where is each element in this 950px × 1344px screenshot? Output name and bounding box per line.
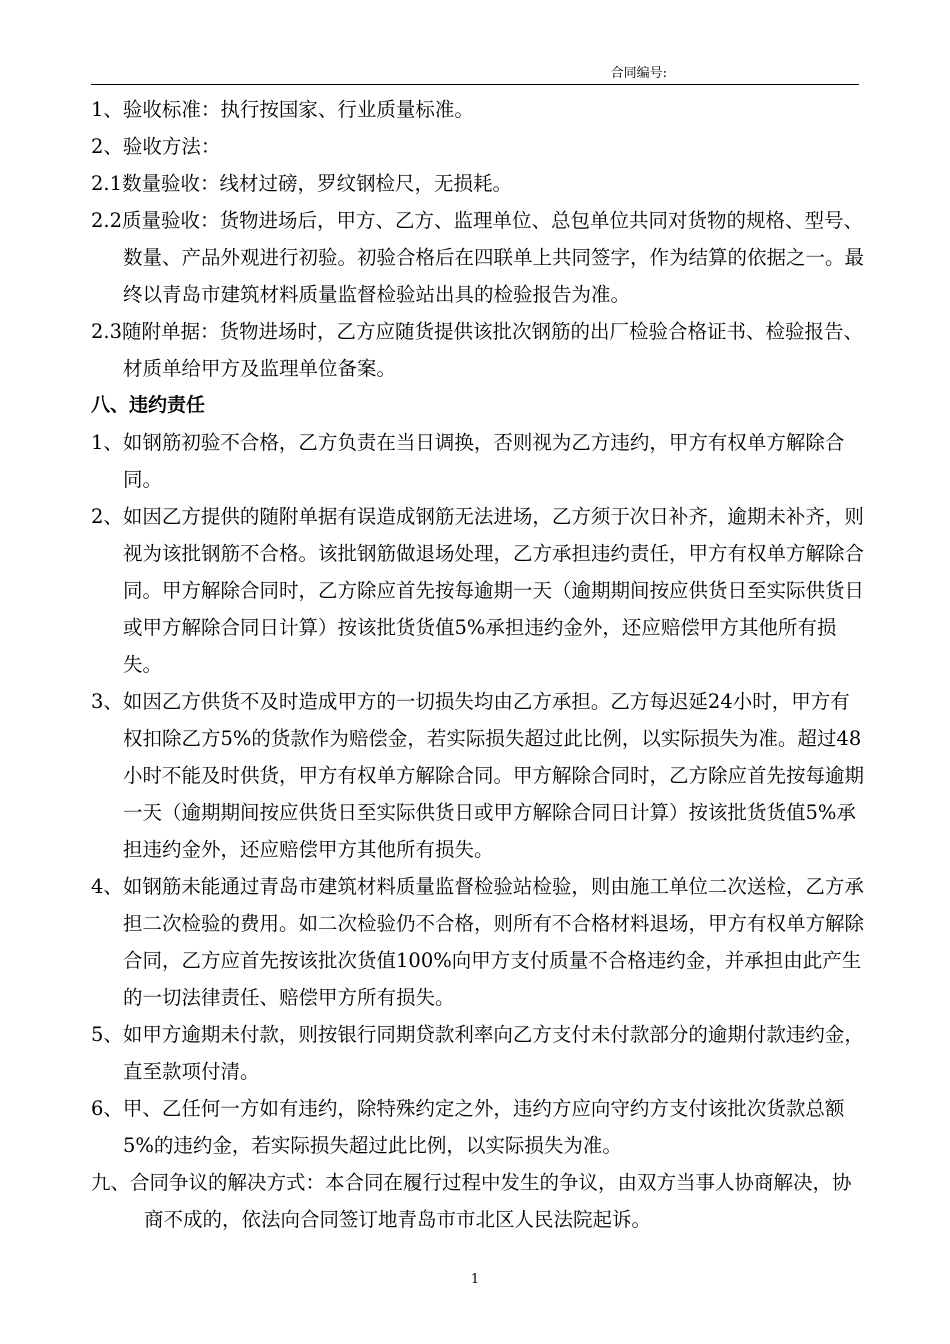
page-header bbox=[91, 66, 859, 85]
liability-clause-1: 1、如钢筋初验不合格，乙方负责在当日调换，否则视为乙方违约，甲方有权单方解除合同。 bbox=[91, 431, 845, 491]
accompanying-documents: 2.3随附单据：货物进场时，乙方应随货提供该批次钢筋的出厂检验合格证书、检验报告、材质单给甲方及监理单位备案。 bbox=[91, 320, 864, 380]
liability-clause-3: 3、如因乙方供货不及时造成甲方的一切损失均由乙方承担。乙方每迟延24小时，甲方有权扣除乙方5%的货款作为赔偿金，若实际损失超过此比例，以实际损失为准。超过48小时不能及时供货，甲方有权单方解除合同。甲方解除合同时，乙方除应首先按每逾期一天（逾期期间按应供货日至实际供货日或甲方解除合同日计算）按该批货货值5%承担违约金外，还应赔偿甲方其他所有损失。 bbox=[91, 690, 865, 861]
section-heading-liability: 八、违约责任 bbox=[91, 394, 206, 416]
quantity-inspection: 2.1数量验收：线材过磅，罗纹钢检尺，无损耗。 bbox=[91, 172, 513, 195]
acceptance-standard: 1、验收标准：执行按国家、行业质量标准。 bbox=[91, 98, 474, 121]
liability-clause-5: 5、如甲方逾期未付款，则按银行同期贷款利率向乙方支付未付款部分的逾期付款违约金，直至款项付清。 bbox=[91, 1023, 864, 1083]
acceptance-method: 2、验收方法： bbox=[91, 135, 221, 158]
liability-clause-6: 6、甲、乙任何一方如有违约，除特殊约定之外，违约方应向守约方支付该批次货款总额5%的违约金，若实际损失超过此比例，以实际损失为准。 bbox=[91, 1097, 845, 1157]
document-body bbox=[91, 91, 866, 1238]
page-number: 1 bbox=[470, 1272, 480, 1287]
quality-inspection: 2.2质量验收：货物进场后，甲方、乙方、监理单位、总包单位共同对货物的规格、型号、数量、产品外观进行初验。初验合格后在四联单上共同签字，作为结算的依据之一。最终以青岛市建筑材料质量监督检验站出具的检验报告为准。 bbox=[91, 209, 865, 306]
contract-number-label: 合同编号: bbox=[610, 66, 667, 81]
liability-clause-2: 2、如因乙方提供的随附单据有误造成钢筋无法进场，乙方须于次日补齐，逾期未补齐，则视为该批钢筋不合格。该批钢筋做退场处理，乙方承担违约责任，甲方有权单方解除合同。甲方解除合同时，乙方除应首先按每逾期一天（逾期期间按应供货日至实际供货日或甲方解除合同日计算）按该批货货值5%承担违约金外，还应赔偿甲方其他所有损失。 bbox=[91, 505, 865, 676]
liability-clause-4: 4、如钢筋未能通过青岛市建筑材料质量监督检验站检验，则由施工单位二次送检，乙方承担二次检验的费用。如二次检验仍不合格，则所有不合格材料退场，甲方有权单方解除合同，乙方应首先按该批次货值100%向甲方支付质量不合格违约金，并承担由此产生的一切法律责任、赔偿甲方所有损失。 bbox=[91, 875, 865, 1009]
dispute-resolution: 九、合同争议的解决方式：本合同在履行过程中发生的争议，由双方当事人协商解决，协商不成的，依法向合同签订地青岛市市北区人民法院起诉。 bbox=[91, 1171, 852, 1231]
